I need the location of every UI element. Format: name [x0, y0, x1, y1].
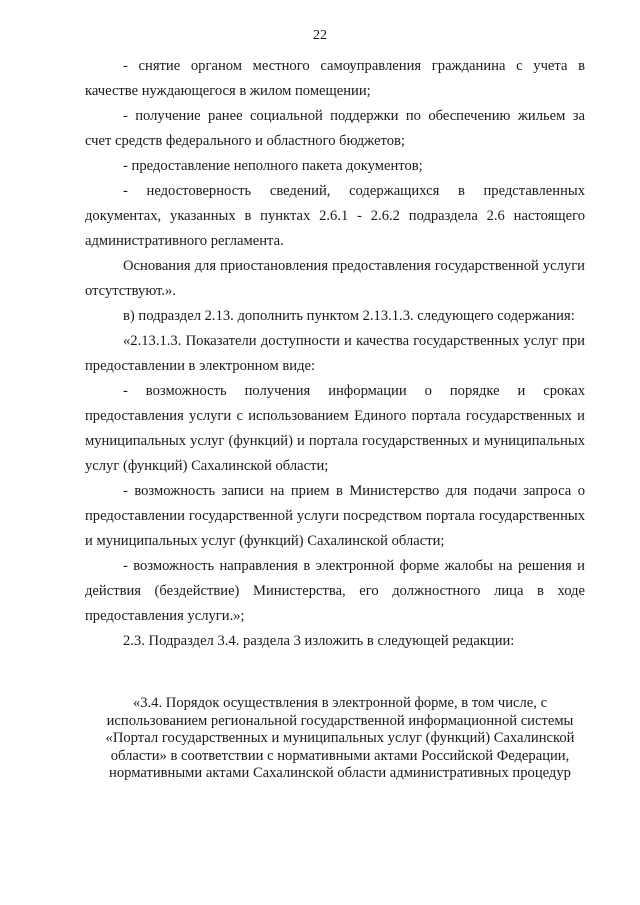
quote-line-3: «Портал государственных и муниципальных услуг (функций) Сахалинской	[105, 730, 575, 746]
paragraph-3: - предоставление неполного пакета документов;	[123, 158, 423, 174]
paragraph-5: Основания для приостановления предоставления государственной услуги отсутствуют.».	[85, 258, 585, 299]
paragraph-2: - получение ранее социальной поддержки по обеспечению жильем за счет средств федерального и областного бюджетов;	[85, 108, 585, 149]
document-body	[85, 54, 585, 654]
paragraph-11: 2.3. Подраздел 3.4. раздела 3 изложить в следующей редакции:	[123, 633, 515, 649]
paragraph-7: «2.13.1.3. Показатели доступности и качества государственных услуг при предоставлении в электронном виде:	[85, 333, 585, 374]
quote-line-4: области» в соответствии с нормативными актами Российской Федерации,	[110, 747, 570, 764]
paragraph-4: - недостоверность сведений, содержащихся в представленных документах, указанных в пунктах 2.6.1 - 2.6.2 подраздела 2.6 настоящего административного регламента.	[85, 183, 585, 249]
paragraph-9: - возможность записи на прием в Министерство для подачи запроса о предоставлении государственной услуги посредством портала государственных и муниципальных услуг (функций) Сахалинской области;	[85, 483, 585, 549]
quote-line-5: нормативными актами Сахалинской области административных процедур	[109, 765, 571, 781]
quote-line-2: использованием региональной государственной информационной системы	[106, 712, 574, 729]
page-number: 22	[313, 28, 327, 43]
paragraph-10: - возможность направления в электронной форме жалобы на решения и действия (бездействие) Министерства, его должностного лица в ходе предоставления услуги.»;	[85, 558, 585, 624]
section-heading-quote	[100, 695, 580, 783]
paragraph-8: - возможность получения информации о порядке и сроках предоставления услуги с использованием Единого портала государственных и муниципальных услуг (функций) и портала государственных и муниципальных услуг (функций) Сахалинской области;	[85, 383, 585, 474]
quote-line-1: «3.4. Порядок осуществления в электронной форме, в том числе, с	[132, 695, 548, 711]
paragraph-6: в) подраздел 2.13. дополнить пунктом 2.13.1.3. следующего содержания:	[123, 308, 575, 324]
paragraph-1: - снятие органом местного самоуправления гражданина с учета в качестве нуждающегося в жилом помещении;	[85, 58, 585, 99]
